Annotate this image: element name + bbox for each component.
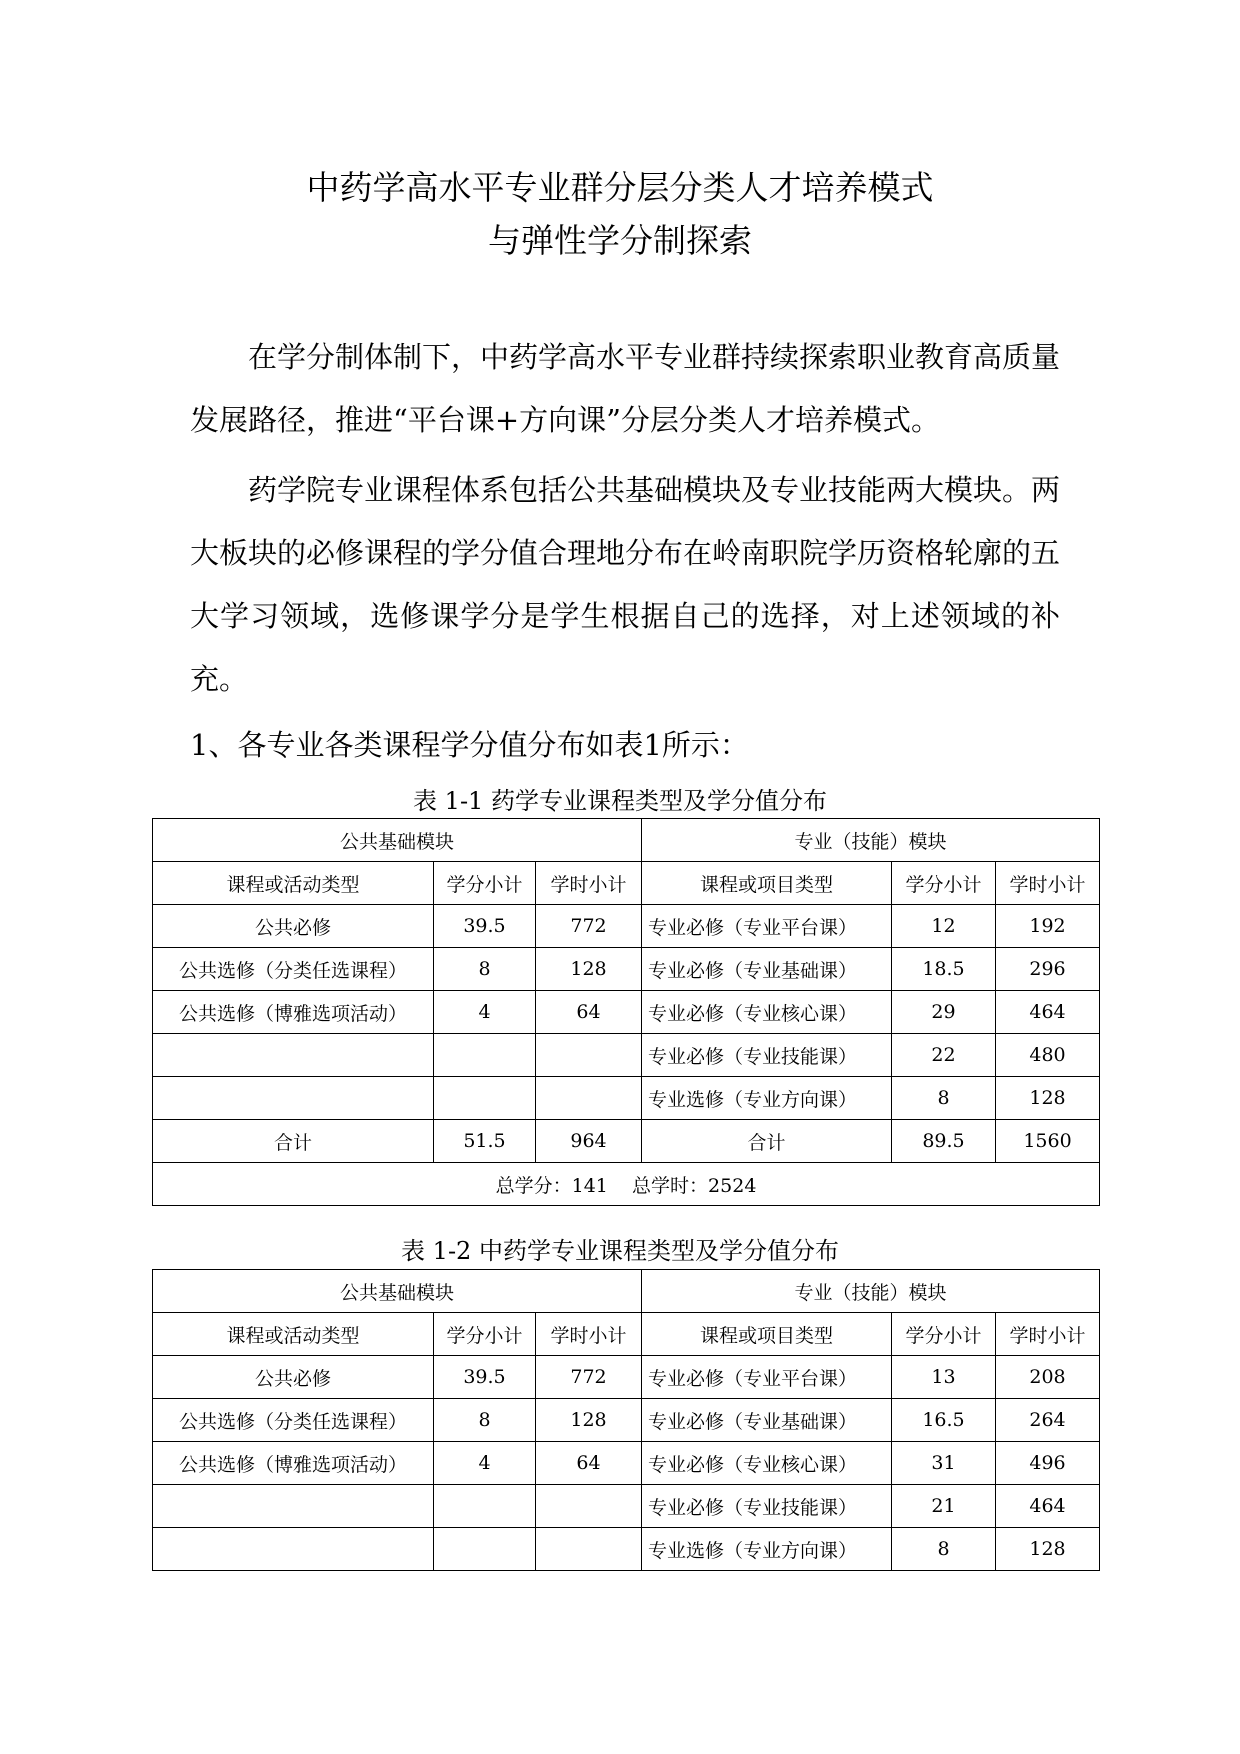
table-cell: 29	[892, 991, 996, 1034]
table-cell	[153, 1528, 434, 1571]
table-cell: 公共选修（分类任选课程）	[153, 948, 434, 991]
table-group-header	[153, 1270, 1100, 1313]
table-row	[153, 1077, 1100, 1120]
table-cell	[434, 1034, 536, 1077]
table-cell	[536, 1528, 642, 1571]
table-cell: 专业必修（专业基础课）	[642, 948, 892, 991]
table-row-total	[153, 1163, 1100, 1206]
table-group-header	[153, 819, 1100, 862]
group-major-header: 专业（技能）模块	[642, 819, 1100, 862]
table-2	[152, 1269, 1100, 1571]
table-cell	[536, 1077, 642, 1120]
column-header: 学时小计	[996, 1313, 1100, 1356]
table-row	[153, 1485, 1100, 1528]
table-cell: 89.5	[892, 1120, 996, 1163]
table-cell: 公共选修（分类任选课程）	[153, 1399, 434, 1442]
column-header: 课程或活动类型	[153, 1313, 434, 1356]
table-row	[153, 991, 1100, 1034]
table-cell: 合计	[642, 1120, 892, 1163]
table-cell: 1560	[996, 1120, 1100, 1163]
table-cell	[434, 1528, 536, 1571]
group-public-header: 公共基础模块	[153, 1270, 642, 1313]
section-heading: 1、各专业各类课程学分值分布如表1所示：	[190, 728, 749, 762]
table-1-caption: 表 1-1 药学专业课程类型及学分值分布	[413, 787, 827, 815]
table-cell: 公共选修（博雅选项活动）	[153, 1442, 434, 1485]
table-cell	[153, 1034, 434, 1077]
table-cell: 专业必修（专业核心课）	[642, 991, 892, 1034]
table-cell	[536, 1485, 642, 1528]
table-cell	[153, 1485, 434, 1528]
table-cell: 专业选修（专业方向课）	[642, 1528, 892, 1571]
document-title-line-2: 与弹性学分制探索	[488, 221, 752, 260]
table-cell: 21	[892, 1485, 996, 1528]
table-cell: 4	[434, 1442, 536, 1485]
table-cell: 464	[996, 991, 1100, 1034]
table-cell: 128	[996, 1528, 1100, 1571]
table-cell: 合计	[153, 1120, 434, 1163]
table-cell: 专业选修（专业方向课）	[642, 1077, 892, 1120]
table-cell: 专业必修（专业平台课）	[642, 905, 892, 948]
table-row	[153, 1399, 1100, 1442]
table-cell: 18.5	[892, 948, 996, 991]
table-cell: 39.5	[434, 1356, 536, 1399]
table-row	[153, 1034, 1100, 1077]
document-title-line-1: 中药学高水平专业群分层分类人才培养模式	[306, 168, 934, 207]
table-cell: 8	[892, 1077, 996, 1120]
table-cell: 64	[536, 1442, 642, 1485]
table-cell: 16.5	[892, 1399, 996, 1442]
column-header: 学分小计	[434, 1313, 536, 1356]
table-cell: 专业必修（专业基础课）	[642, 1399, 892, 1442]
table-cell: 772	[536, 905, 642, 948]
table-cell: 208	[996, 1356, 1100, 1399]
table-cell: 专业必修（专业核心课）	[642, 1442, 892, 1485]
table-cell: 772	[536, 1356, 642, 1399]
table-cell: 480	[996, 1034, 1100, 1077]
table-row	[153, 1442, 1100, 1485]
table-cell: 专业必修（专业技能课）	[642, 1485, 892, 1528]
table-cell: 192	[996, 905, 1100, 948]
table-cell: 496	[996, 1442, 1100, 1485]
table-cell	[536, 1034, 642, 1077]
table-row	[153, 948, 1100, 991]
table-cell: 128	[996, 1077, 1100, 1120]
table-cell: 4	[434, 991, 536, 1034]
table-cell	[153, 1077, 434, 1120]
table-cell	[434, 1485, 536, 1528]
table-row	[153, 1528, 1100, 1571]
table-cell: 51.5	[434, 1120, 536, 1163]
paragraph-1: 在学分制体制下，中药学高水平专业群持续探索职业教育高质量发展路径，推进“平台课+方向课”分层分类人才培养模式。	[190, 340, 1061, 437]
table-cell: 964	[536, 1120, 642, 1163]
table-cell: 296	[996, 948, 1100, 991]
table-cell: 公共必修	[153, 1356, 434, 1399]
column-header: 学分小计	[892, 862, 996, 905]
table-row-subtotal	[153, 1120, 1100, 1163]
group-major-header: 专业（技能）模块	[642, 1270, 1100, 1313]
column-header: 学时小计	[996, 862, 1100, 905]
column-header: 学时小计	[536, 1313, 642, 1356]
column-header: 课程或活动类型	[153, 862, 434, 905]
table-1	[152, 818, 1100, 1206]
column-header: 课程或项目类型	[642, 862, 892, 905]
table-cell: 专业必修（专业技能课）	[642, 1034, 892, 1077]
paragraph-2: 药学院专业课程体系包括公共基础模块及专业技能两大模块。两大板块的必修课程的学分值合理地分布在岭南职院学历资格轮廓的五大学习领域，选修课学分是学生根据自己的选择，对上述领域的补充。	[190, 473, 1061, 696]
table-column-header	[153, 862, 1100, 905]
table-row	[153, 905, 1100, 948]
table-2-caption: 表 1-2 中药学专业课程类型及学分值分布	[401, 1237, 839, 1265]
table-cell: 22	[892, 1034, 996, 1077]
column-header: 学分小计	[892, 1313, 996, 1356]
column-header: 学分小计	[434, 862, 536, 905]
table-cell: 128	[536, 948, 642, 991]
table-cell: 264	[996, 1399, 1100, 1442]
table-cell: 8	[892, 1528, 996, 1571]
column-header: 课程或项目类型	[642, 1313, 892, 1356]
table-column-header	[153, 1313, 1100, 1356]
table-total: 总学分：141 总学时：2524	[153, 1163, 1100, 1206]
table-cell: 专业必修（专业平台课）	[642, 1356, 892, 1399]
table-cell: 128	[536, 1399, 642, 1442]
table-cell: 464	[996, 1485, 1100, 1528]
table-cell: 13	[892, 1356, 996, 1399]
table-cell: 8	[434, 948, 536, 991]
table-cell: 公共选修（博雅选项活动）	[153, 991, 434, 1034]
table-cell: 12	[892, 905, 996, 948]
table-cell: 31	[892, 1442, 996, 1485]
table-cell: 8	[434, 1399, 536, 1442]
group-public-header: 公共基础模块	[153, 819, 642, 862]
table-cell: 64	[536, 991, 642, 1034]
table-cell	[434, 1077, 536, 1120]
table-cell: 39.5	[434, 905, 536, 948]
table-cell: 公共必修	[153, 905, 434, 948]
column-header: 学时小计	[536, 862, 642, 905]
table-row	[153, 1356, 1100, 1399]
